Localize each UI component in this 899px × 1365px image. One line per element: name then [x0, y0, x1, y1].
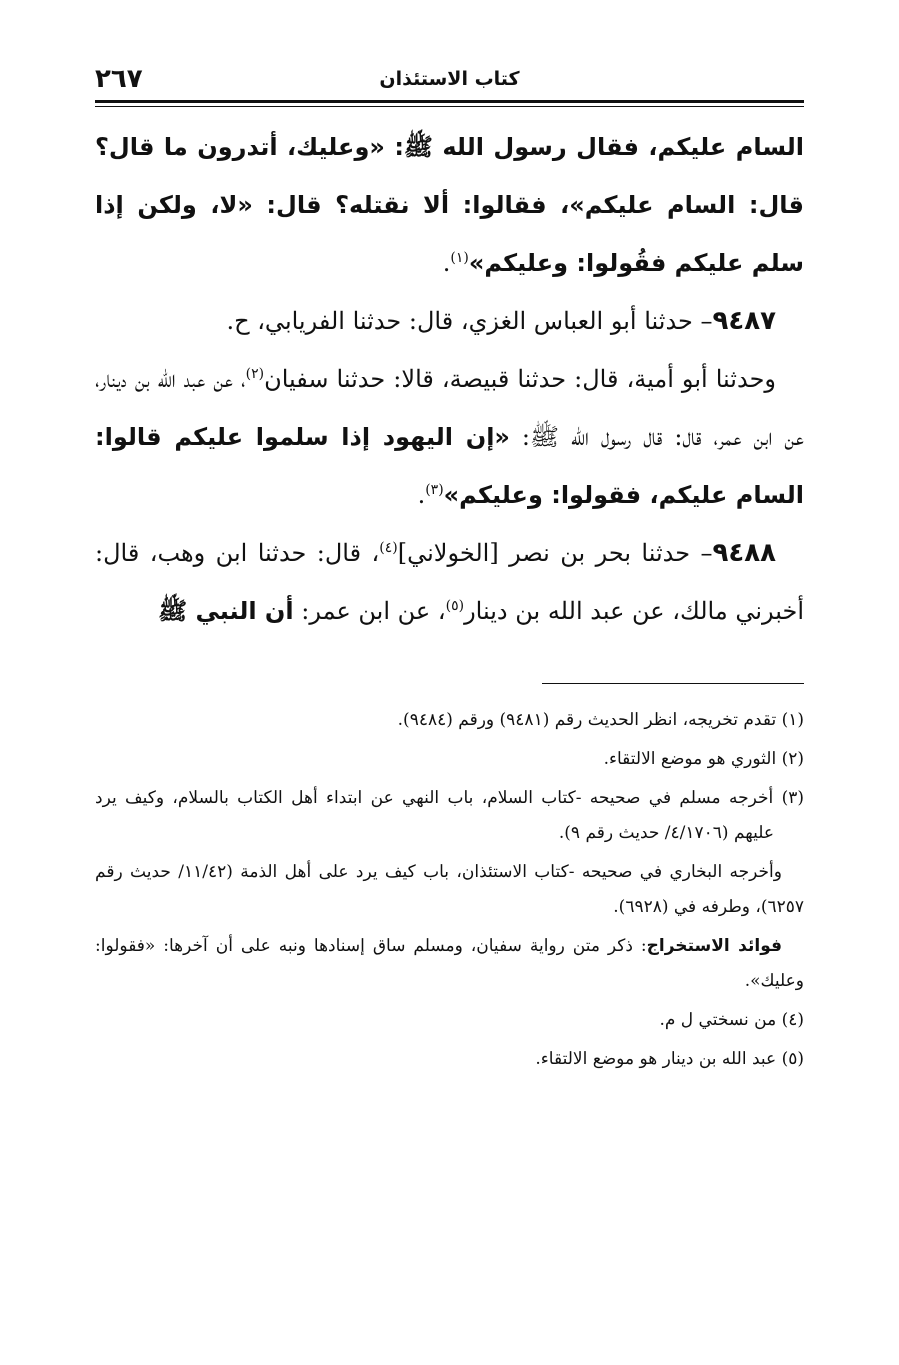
hadith-text-bold: «إن اليهود إذا سلموا عليكم قالوا: السام عليكم، فقولوا: وعليكم» — [95, 423, 804, 509]
benefits-label: فوائد الاستخراج — [646, 936, 782, 956]
footnotes — [95, 703, 804, 1081]
hadith-9487-second-chain — [95, 350, 804, 524]
period: . — [442, 249, 451, 277]
hadith-number: ٩٤٨٨ — [712, 538, 776, 568]
page-header — [95, 62, 804, 96]
isnad-text: – حدثنا بحر بن نصر [الخولاني] — [397, 539, 713, 567]
paragraph-continuation — [95, 118, 804, 292]
hadith-9488 — [95, 524, 804, 640]
footnote-3: (٣) أخرجه مسلم في صحيحه -كتاب السلام، باب النهي عن ابتداء أهل الكتاب بالسلام، وكيف يرد عليهم (٤/١٧٠٦/ حديث رقم ٩). — [95, 788, 804, 843]
footnote-2: (٢) الثوري هو موضع الالتقاء. — [603, 749, 804, 769]
isnad-text: ، عن عبد الله بن دينار، عن ابن عمر، قال: قال رسول الله ﷺ: — [95, 365, 805, 451]
hadith-text-bold: أن النبي ﷺ — [158, 597, 294, 625]
footnote-ref: (٢) — [245, 366, 265, 382]
isnad-text: – حدثنا أبو العباس الغزي، قال: حدثنا الفريابي، ح. — [226, 307, 713, 335]
footnote-ref: (١) — [450, 250, 469, 266]
hadith-number: ٩٤٨٧ — [712, 306, 776, 336]
main-text — [95, 118, 804, 640]
period: . — [417, 481, 426, 509]
footnote-ref: (٤) — [379, 540, 398, 556]
running-title: كتاب الاستئذان — [379, 68, 520, 90]
hadith-9487 — [95, 292, 804, 350]
footnote-1: (١) تقدم تخريجه، انظر الحديث رقم (٩٤٨١) ورقم (٩٤٨٤). — [397, 710, 804, 730]
footnote-5: (٥) عبد الله بن دينار هو موضع الالتقاء. — [535, 1049, 804, 1069]
footnote-separator — [542, 683, 804, 684]
benefits-text: : ذكر متن رواية سفيان، ومسلم ساق إسنادها ونبه على أن آخرها: «فقولوا: وعليك». — [95, 936, 804, 991]
page-number: ٢٦٧ — [95, 64, 143, 94]
isnad-text: وحدثنا أبو أمية، قال: حدثنا قبيصة، قالا: حدثنا سفيان — [264, 365, 776, 393]
hadith-text-bold: السام عليكم، فقال رسول الله ﷺ: «وعليك، أتدرون ما قال؟ قال: السام عليكم»، فقالوا: ألا نقتله؟ قال: «لا، ولكن إذا سلم عليكم فقُولوا: وعليكم» — [95, 133, 804, 277]
header-rule-thick — [95, 100, 804, 103]
header-rule-thin — [95, 106, 804, 107]
footnote-3-benefits — [95, 929, 804, 999]
isnad-text: ، قال: حدثنا ابن وهب، قال: أخبرني مالك، عن عبد الله بن دينار — [95, 539, 804, 625]
footnote-ref: (٣) — [425, 482, 444, 498]
isnad-text: ، عن ابن عمر: — [293, 597, 446, 625]
footnote-4: (٤) من نسختي ل م. — [659, 1010, 804, 1030]
footnote-3-continued: وأخرجه البخاري في صحيحه -كتاب الاستئذان، باب كيف يرد على أهل الذمة (١١/٤٢/ حديث رقم ٦٢٥٧)، وطرفه في (٦٩٢٨). — [95, 862, 804, 917]
footnote-ref: (٥) — [445, 598, 465, 614]
